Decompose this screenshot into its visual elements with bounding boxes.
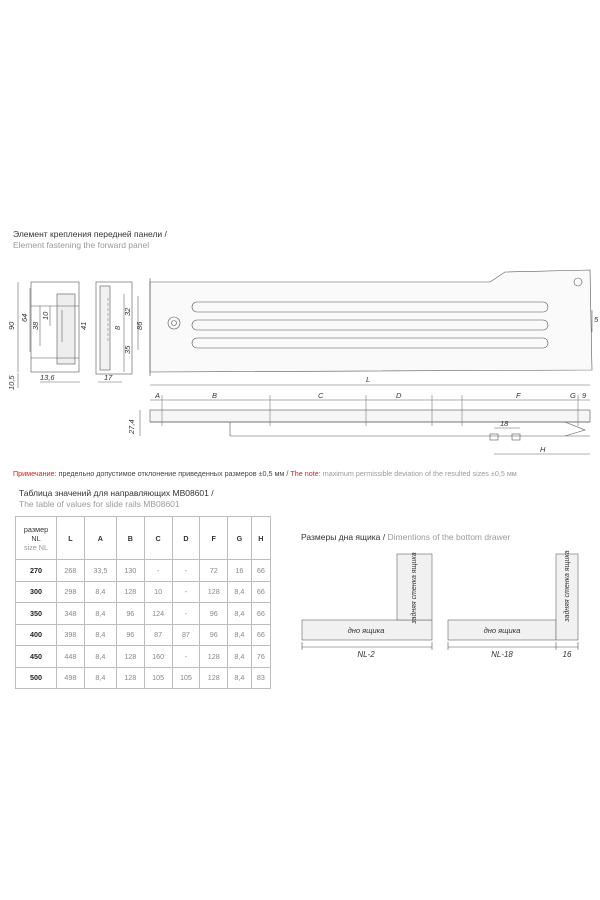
table-cell-value: 160: [144, 646, 172, 668]
dim-41: 41: [79, 321, 88, 330]
header-size-nl: NL: [31, 533, 41, 543]
table-cell-value: -: [144, 560, 172, 582]
header-C: C: [144, 517, 172, 560]
table-cell-value: 66: [251, 560, 270, 582]
table-cell-value: 8,4: [84, 667, 116, 689]
table-cell-value: 8,4: [228, 624, 252, 646]
table-cell-value: 87: [144, 624, 172, 646]
header-D: D: [172, 517, 200, 560]
front-panel-title-en: Element fastening the forward panel: [13, 240, 150, 250]
dim-nl-2: NL-2: [357, 650, 375, 659]
table-cell-value: 87: [172, 624, 200, 646]
table-cell-value: 298: [57, 581, 85, 603]
table-cell-value: 128: [116, 646, 144, 668]
dim-17: 17: [104, 373, 113, 382]
bottom-title-en: Dimentions of the bottom drawer: [387, 532, 511, 542]
tolerance-note: [13, 469, 517, 478]
bottom-title: [301, 532, 510, 542]
table-cell-value: 128: [200, 581, 228, 603]
fastener-plate: [57, 294, 75, 364]
note-text-ru: предельно допустимое отклонение приведенных размеров ±0,5 мм /: [58, 469, 289, 478]
table-cell-value: 8,4: [84, 581, 116, 603]
table-row: [16, 646, 271, 668]
table-cell-value: -: [172, 603, 200, 625]
dim-86: 86: [135, 321, 144, 330]
values-table: [15, 516, 271, 689]
table-cell-value: 66: [251, 624, 270, 646]
table-cell-value: 448: [57, 646, 85, 668]
header-H: H: [251, 517, 270, 560]
dim-9-label: 9: [582, 391, 587, 400]
back-wall-label-left: задняя стенка ящика: [411, 552, 418, 624]
table-cell-value: -: [172, 560, 200, 582]
table-cell-value: 128: [116, 667, 144, 689]
table-cell-value: 268: [57, 560, 85, 582]
dim-L-label: L: [366, 375, 371, 384]
back-wall-label-right: задняя стенка ящика: [564, 550, 571, 622]
table-title-ru: Таблица значений для направляющих MB08601 /: [19, 488, 214, 498]
table-cell-value: 348: [57, 603, 85, 625]
table-cell-size: 270: [16, 560, 57, 582]
table-cell-value: 66: [251, 581, 270, 603]
bottom-drawer-diagram-right: [444, 550, 584, 660]
bottom-title-ru: Размеры дна ящика /: [301, 532, 386, 542]
table-cell-value: 105: [172, 667, 200, 689]
table-cell-value: 124: [144, 603, 172, 625]
dim-38: 38: [31, 321, 40, 330]
table-cell-size: 450: [16, 646, 57, 668]
dim-F-label: F: [516, 391, 521, 400]
table-cell-value: -: [172, 581, 200, 603]
dim-64: 64: [20, 313, 29, 322]
header-L: L: [57, 517, 85, 560]
dim-5-label: 5: [594, 315, 599, 324]
table-row: [16, 667, 271, 689]
table-cell-size: 400: [16, 624, 57, 646]
table-cell-value: 8,4: [84, 624, 116, 646]
note-label-en: The note:: [290, 469, 321, 478]
dim-D-label: D: [396, 391, 402, 400]
header-size: [16, 517, 57, 560]
table-cell-value: 96: [116, 624, 144, 646]
table-title-en: The table of values for slide rails MB08601: [19, 499, 180, 509]
table-cell-size: 500: [16, 667, 57, 689]
floor-label-left: дно ящика: [347, 626, 385, 635]
dim-C-label: C: [318, 391, 324, 400]
table-cell-value: 128: [116, 581, 144, 603]
dim-nl-18: NL-18: [491, 650, 513, 659]
table-cell-value: 8,4: [228, 581, 252, 603]
table-cell-value: 83: [251, 667, 270, 689]
floor-label-right: дно ящика: [483, 626, 521, 635]
table-cell-value: 16: [228, 560, 252, 582]
dim-A-label: A: [155, 391, 161, 400]
header-A: A: [84, 517, 116, 560]
dim-18-label: 18: [500, 419, 509, 428]
header-size-en: size NL: [24, 542, 48, 552]
table-row: [16, 560, 271, 582]
note-text-en: maximum permissible deviation of the resulted sizes ±0,5 мм: [322, 469, 517, 478]
dim-G-label: G: [570, 391, 576, 400]
table-row: [16, 603, 271, 625]
rail-lower-view: [150, 410, 590, 422]
header-size-ru: размер: [23, 524, 49, 534]
dim-32: 32: [123, 307, 132, 316]
table-cell-value: 10: [144, 581, 172, 603]
table-row: [16, 624, 271, 646]
dim-35: 35: [123, 345, 132, 354]
bottom-drawer-diagram-left: [298, 550, 438, 660]
table-cell-value: 8,4: [228, 646, 252, 668]
table-cell-value: 76: [251, 646, 270, 668]
table-cell-value: 96: [200, 603, 228, 625]
dim-H-label: H: [540, 445, 546, 454]
dim-10: 10: [41, 311, 50, 320]
table-body: [16, 560, 271, 689]
table-cell-value: 105: [144, 667, 172, 689]
table-cell-value: 498: [57, 667, 85, 689]
table-cell-size: 300: [16, 581, 57, 603]
dim-90: 90: [7, 321, 16, 330]
dim-10-5: 10,5: [7, 375, 16, 390]
rail-technical-drawing: [0, 250, 600, 465]
note-label-ru: Примечание:: [13, 469, 57, 478]
table-cell-size: 350: [16, 603, 57, 625]
table-cell-value: 96: [116, 603, 144, 625]
table-cell-value: 8,4: [228, 603, 252, 625]
table-cell-value: -: [172, 646, 200, 668]
header-G: G: [228, 517, 252, 560]
table-cell-value: 398: [57, 624, 85, 646]
dim-27-4: 27,4: [127, 419, 136, 434]
table-cell-value: 33,5: [84, 560, 116, 582]
table-cell-value: 8,4: [84, 603, 116, 625]
table-cell-value: 96: [200, 624, 228, 646]
table-cell-value: 8,4: [84, 646, 116, 668]
dim-16: 16: [562, 650, 572, 659]
table-header-row: [16, 517, 271, 560]
dim-13-6: 13,6: [40, 373, 55, 382]
header-B: B: [116, 517, 144, 560]
table-cell-value: 128: [200, 646, 228, 668]
header-F: F: [200, 517, 228, 560]
rail-body: [150, 270, 592, 372]
dim-8: 8: [113, 325, 122, 330]
dim-B-label: B: [212, 391, 218, 400]
table-row: [16, 581, 271, 603]
table-cell-value: 128: [200, 667, 228, 689]
table-cell-value: 130: [116, 560, 144, 582]
table-cell-value: 72: [200, 560, 228, 582]
front-panel-title-ru: Элемент крепления передней панели /: [13, 229, 167, 239]
table-cell-value: 8,4: [228, 667, 252, 689]
table-cell-value: 66: [251, 603, 270, 625]
